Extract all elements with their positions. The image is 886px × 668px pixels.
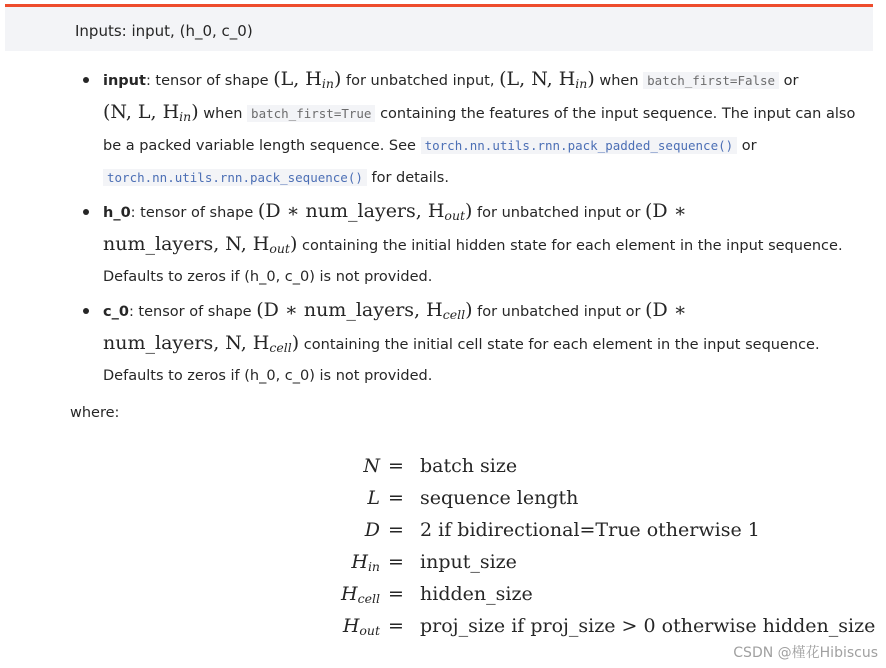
param-h0: h_0: tensor of shape (D ∗ num_layers, $H_{out}$) for unbatched input or (D ∗ num_layers, N, $H_{out}$) containing the initial hidden state for each element in the input sequence. Defaults to zeros if (h_0, c_0) is not provided. [80,196,870,293]
definition-row: $H_{in}$ = input_size [351,551,517,574]
pack-padded-sequence-link[interactable]: torch.nn.utils.rnn.pack_padded_sequence() [421,137,738,154]
section-title: Inputs: input, (h_0, c_0) [75,22,253,40]
code-literal: batch_first=True [247,105,375,122]
math-shape: (D ∗ num_layers, $H_{out}$) [257,200,473,223]
definition-row: D = 2 if bidirectional=True otherwise 1 [364,519,760,541]
parameter-list [80,64,870,392]
bullet-icon [83,77,89,83]
math-shape: num_layers, N, $H_{out}$) [103,233,298,256]
code-literal: batch_first=False [643,72,779,89]
param-name: h_0 [103,205,131,221]
math-shape: (D ∗ [645,299,687,321]
watermark: CSDN @槿花Hibiscus [733,645,878,661]
definition-row: L = sequence length [367,487,579,509]
definitions-block [120,450,876,642]
param-name: input [103,73,146,89]
bullet-icon [83,308,89,314]
math-shape: (L, N, $H_{in}$) [499,68,595,91]
param-name: c_0 [103,304,129,320]
param-c0: c_0: tensor of shape (D ∗ num_layers, $H_{cell}$) for unbatched input or (D ∗ num_layers, N, $H_{cell}$) containing the initial cell state for each element in the input sequence. Defaults to zeros if (h_0, c_0) is not provided. [80,295,870,392]
math-shape: (N, L, $H_{in}$) [103,101,199,124]
definition-row: $H_{out}$ = proj_size if proj_size > 0 otherwise hidden_size [342,615,876,638]
definition-row: N = batch size [363,455,518,477]
where-label: where: [70,405,120,421]
math-shape: (L, $H_{in}$) [273,68,342,91]
math-shape: (D ∗ [645,200,687,222]
definition-row: $H_{cell}$ = hidden_size [341,583,533,606]
math-shape: num_layers, N, $H_{cell}$) [103,332,300,355]
pack-sequence-link[interactable]: torch.nn.utils.rnn.pack_sequence() [103,169,367,186]
param-input: input: tensor of shape (L, $H_{in}$) for unbatched input, (L, N, $H_{in}$) when batch_first=False or (N, L, $H_{in}$) when batch_first=True containing the features of the input sequence. The input can also be a packed variable length sequence. See torch.nn.utils.rnn.pack_padded_sequence() or torch.nn.utils.rnn.pack_sequence() for details. [80,64,870,194]
math-shape: (D ∗ num_layers, $H_{cell}$) [256,299,473,322]
section-header [5,4,873,51]
bullet-icon [83,209,89,215]
